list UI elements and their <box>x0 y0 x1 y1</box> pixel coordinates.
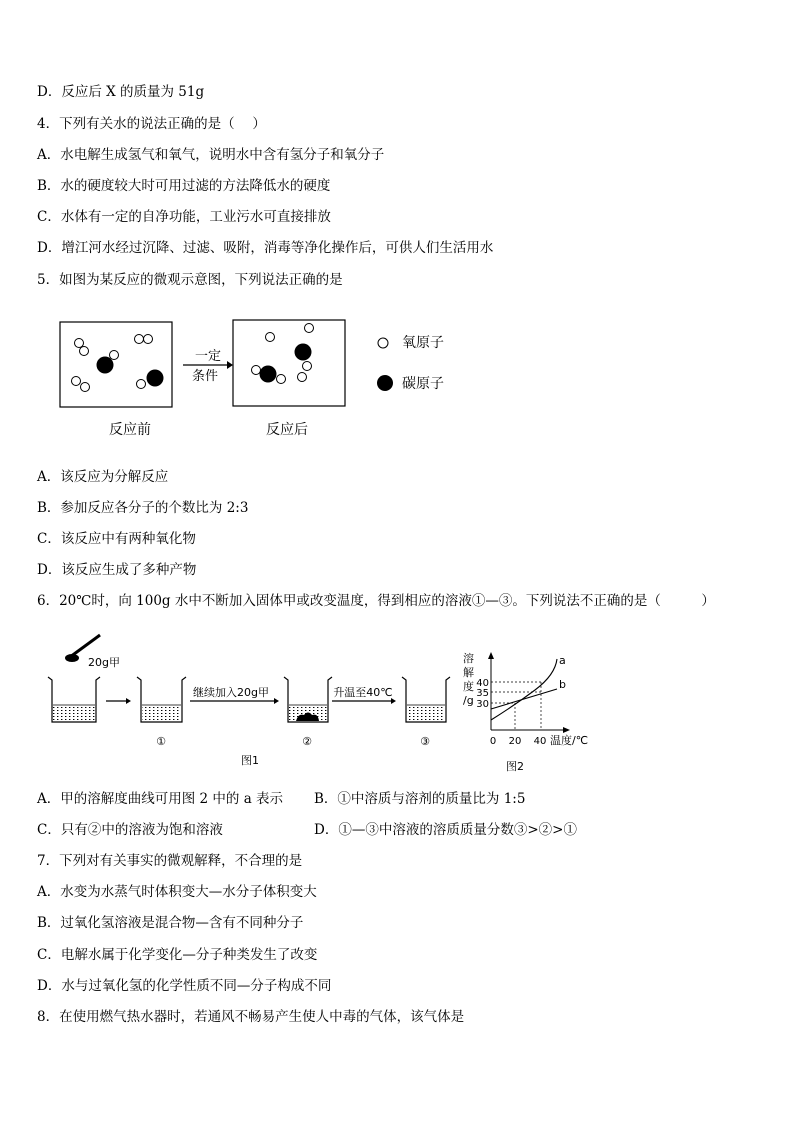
oxygen-atom <box>252 366 261 375</box>
oxygen-atom <box>266 333 275 342</box>
after-label: 反应后 <box>266 422 308 438</box>
q3-option-d: D．反应后 X 的质量为 51g <box>37 84 205 100</box>
figure-2-caption: 图2 <box>506 760 524 773</box>
q6-option-c: C．只有②中的溶液为饱和溶液 <box>37 822 223 838</box>
q7-option-d: D．水与过氧化氢的化学性质不同—分子构成不同 <box>37 978 332 994</box>
q6-figures <box>40 625 600 775</box>
beaker-3 <box>402 677 450 722</box>
oxygen-atom <box>75 339 84 348</box>
beaker-1 <box>137 677 186 722</box>
oxygen-atom <box>144 335 153 344</box>
y-axis-label-3: 度 <box>463 680 474 693</box>
oxygen-atom <box>72 377 81 386</box>
q6-option-a: A．甲的溶解度曲线可用图 2 中的 a 表示 <box>37 791 284 807</box>
oxygen-atom <box>303 362 312 371</box>
oxygen-atom <box>110 351 119 360</box>
beaker-2 <box>284 677 332 722</box>
beaker-3-label: ③ <box>420 735 430 748</box>
oxygen-atom <box>298 373 307 382</box>
curve-a <box>491 659 557 720</box>
q6-option-b: B．①中溶质与溶剂的质量比为 1:5 <box>314 791 526 807</box>
q7-stem: 7．下列对有关事实的微观解释，不合理的是 <box>37 853 303 869</box>
carbon-atom <box>97 357 114 374</box>
q7-option-a: A．水变为水蒸气时体积变大—水分子体积变大 <box>37 884 317 900</box>
beaker-2-label: ② <box>302 735 312 748</box>
curve-a-label: a <box>559 654 566 667</box>
oxygen-atom <box>277 375 286 384</box>
q5-stem: 5．如图为某反应的微观示意图，下列说法正确的是 <box>37 272 343 288</box>
y-axis-label-1: 溶 <box>463 652 474 665</box>
x-tick-0: 0 <box>489 736 497 747</box>
spoon-label: 20g甲 <box>88 656 120 669</box>
x-tick-40: 40 <box>533 736 547 747</box>
legend-carbon-icon <box>377 375 393 391</box>
q4-option-a: A．水电解生成氢气和氧气，说明水中含有氢分子和氧分子 <box>37 147 385 163</box>
beaker-initial <box>48 677 100 722</box>
oxygen-atom <box>80 347 89 356</box>
legend-oxygen-icon <box>378 338 388 348</box>
after-box <box>233 320 345 406</box>
q5-option-a: A．该反应为分解反应 <box>37 469 169 485</box>
q6-option-d: D．①—③中溶液的溶质质量分数③>②>① <box>314 822 577 838</box>
y-tick-40: 40 <box>476 678 489 689</box>
q4-option-d: D．增江河水经过沉降、过滤、吸附，消毒等净化操作后，可供人们生活用水 <box>37 240 494 256</box>
carbon-atom <box>260 366 277 383</box>
heat-label: 升温至40℃ <box>333 686 393 699</box>
before-box <box>60 322 172 407</box>
beaker-1-label: ① <box>156 735 166 748</box>
legend-carbon-label: 碳原子 <box>402 376 444 392</box>
legend-oxygen-label: 氧原子 <box>402 335 444 351</box>
y-axis-label-4: /g <box>463 694 474 707</box>
solubility-chart <box>463 651 588 747</box>
y-tick-35: 35 <box>476 688 489 699</box>
q4-stem: 4．下列有关水的说法正确的是（ ） <box>37 116 266 132</box>
add-more-label: 继续加入20g甲 <box>193 686 269 699</box>
spoon-handle <box>70 635 100 657</box>
q4-option-b: B．水的硬度较大时可用过滤的方法降低水的硬度 <box>37 178 331 194</box>
oxygen-atom <box>81 383 90 392</box>
figure-1-caption: 图1 <box>241 754 259 767</box>
q5-reaction-diagram <box>55 312 475 442</box>
arrow-condition-bottom: 条件 <box>191 369 219 384</box>
oxygen-atom <box>305 324 314 333</box>
carbon-atom <box>295 344 312 361</box>
before-label: 反应前 <box>109 422 151 438</box>
q5-option-d: D．该反应生成了多种产物 <box>37 562 197 578</box>
q5-option-b: B．参加反应各分子的个数比为 2:3 <box>37 500 249 516</box>
y-axis-label-2: 解 <box>463 666 474 679</box>
x-axis-label: 温度/℃ <box>550 734 589 747</box>
curve-b-label: b <box>559 678 566 691</box>
arrow-condition-top: 一定 <box>194 349 222 364</box>
oxygen-atom <box>137 380 146 389</box>
oxygen-atom <box>135 335 144 344</box>
q4-option-c: C．水体有一定的自净功能，工业污水可直接排放 <box>37 209 331 225</box>
x-tick-20: 20 <box>508 736 522 747</box>
spoon-icon <box>65 654 79 662</box>
y-tick-30: 30 <box>476 699 489 710</box>
q6-stem: 6．20℃时，向 100g 水中不断加入固体甲或改变温度，得到相应的溶液①—③。下列说法不正确的是（ ） <box>37 593 715 609</box>
carbon-atom <box>147 370 164 387</box>
q7-option-c: C．电解水属于化学变化—分子种类发生了改变 <box>37 947 318 963</box>
q8-stem: 8．在使用燃气热水器时，若通风不畅易产生使人中毒的气体，该气体是 <box>37 1009 465 1025</box>
q7-option-b: B．过氧化氢溶液是混合物—含有不同种分子 <box>37 915 304 931</box>
q5-option-c: C．该反应中有两种氧化物 <box>37 531 196 547</box>
